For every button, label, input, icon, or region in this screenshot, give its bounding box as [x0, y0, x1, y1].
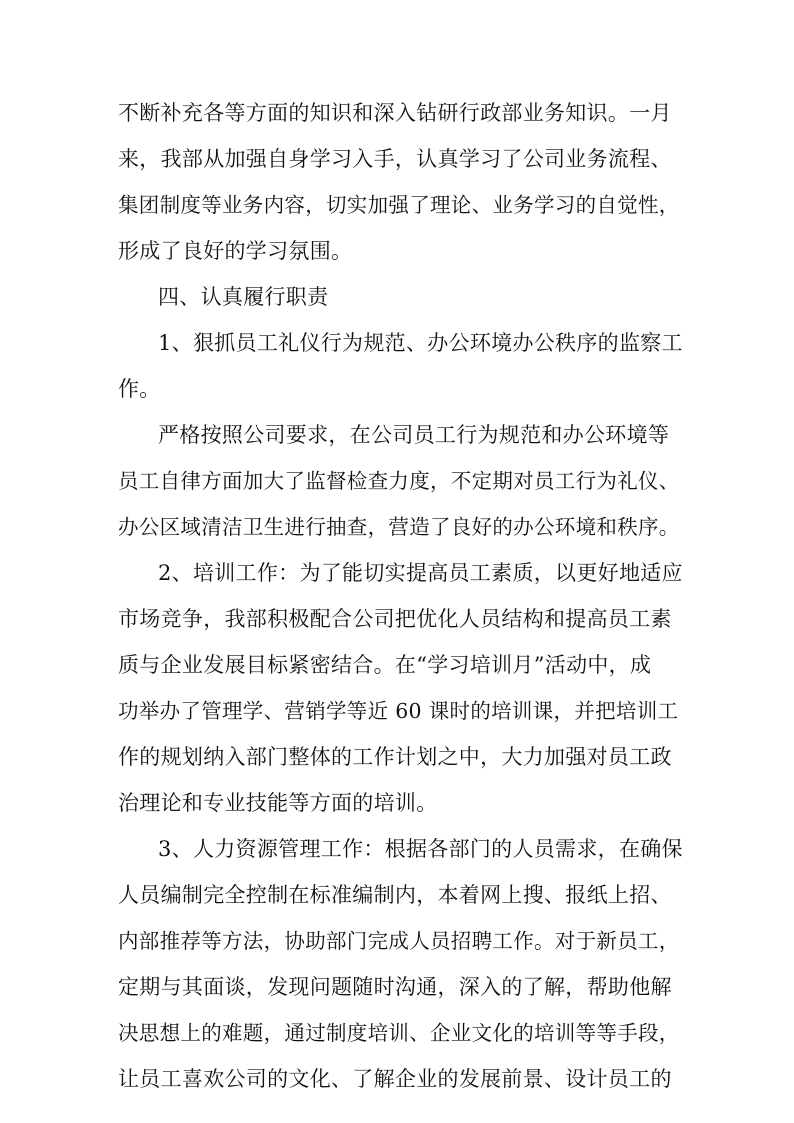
document-body: [118, 90, 684, 1102]
text-line: 形成了良好的学习氛围。: [118, 239, 353, 263]
text-line: 严格按照公司要求，在公司员工行为规范和办公环境等: [158, 423, 670, 447]
text-line: 集团制度等业务内容，切实加强了理论、业务学习的自觉性，: [118, 193, 680, 217]
text-line: 作的规划纳入部门整体的工作计划之中，大力加强对员工政: [118, 745, 672, 769]
text-line: 作。: [118, 377, 161, 401]
text-line: 不断补充各等方面的知识和深入钻研行政部业务知识。一月: [118, 101, 672, 125]
text-line: 内部推荐等方法，协助部门完成人员招聘工作。对于新员工，: [118, 929, 680, 953]
text-line: 市场竞争，我部积极配合公司把优化人员结构和提高员工素: [118, 607, 672, 631]
text-line: 功举办了管理学、营销学等近 60 课时的培训课，并把培训工: [118, 699, 679, 723]
text-line: 定期与其面谈，发现问题随时沟通，深入的了解，帮助他解: [118, 975, 672, 999]
section-heading: 四、认真履行职责: [158, 285, 329, 309]
text-line: 2、培训工作：为了能切实提高员工素质，以更好地适应: [158, 561, 683, 585]
text-line: 3、人力资源管理工作：根据各部门的人员需求，在确保: [158, 837, 683, 861]
text-line: 人员编制完全控制在标准编制内，本着网上搜、报纸上招、: [118, 883, 672, 907]
text-line: 治理论和专业技能等方面的培训。: [118, 791, 438, 815]
text-line: 员工自律方面加大了监督检查力度，不定期对员工行为礼仪、: [118, 469, 680, 493]
text-line: 来，我部从加强自身学习入手，认真学习了公司业务流程、: [118, 147, 672, 171]
text-line: 质与企业发展目标紧密结合。在“学习培训月”活动中，成: [118, 653, 652, 677]
text-line: 让员工喜欢公司的文化、了解企业的发展前景、设计员工的: [118, 1067, 672, 1091]
text-line: 1、狠抓员工礼仪行为规范、办公环境办公秩序的监察工: [158, 331, 683, 355]
text-line: 决思想上的难题，通过制度培训、企业文化的培训等等手段，: [118, 1021, 680, 1045]
text-line: 办公区域清洁卫生进行抽查，营造了良好的办公环境和秩序。: [118, 515, 680, 539]
